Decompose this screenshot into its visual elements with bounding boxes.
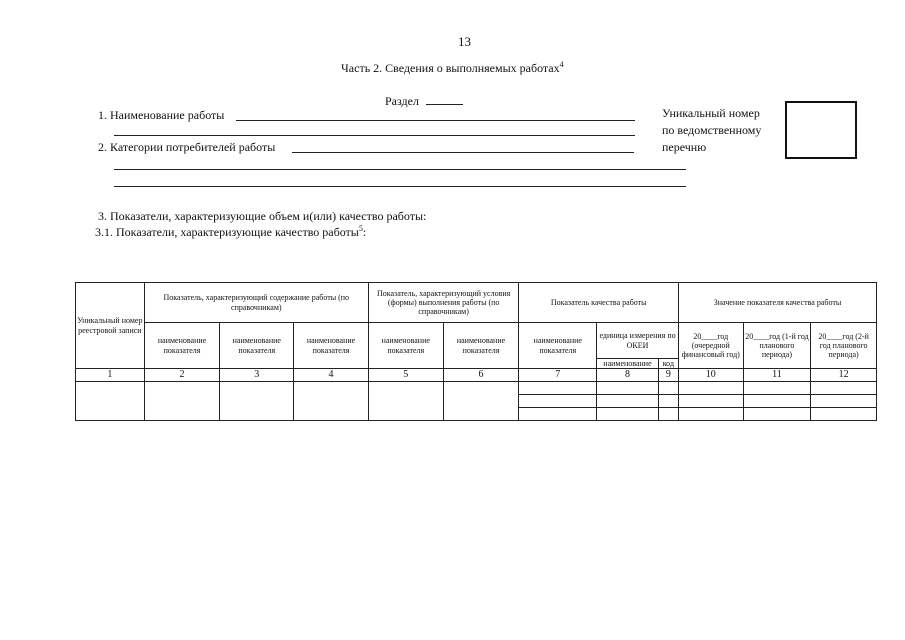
header-year-first-plan: 20____год (1-й год планового периода) (743, 323, 811, 369)
column-number-12: 12 (811, 369, 877, 382)
header-indicator-name-5: наименование показателя (443, 323, 519, 369)
table-cell (519, 394, 597, 407)
table-cell (597, 394, 659, 407)
header-indicator-name-1: наименование показателя (144, 323, 220, 369)
column-number-8: 8 (597, 369, 659, 382)
column-number-4: 4 (294, 369, 369, 382)
column-number-5: 5 (368, 369, 443, 382)
item-3-1-footnote: 5 (358, 224, 363, 233)
table-cell (743, 407, 811, 420)
table-cell (743, 394, 811, 407)
header-indicator-name-2: наименование показателя (220, 323, 294, 369)
header-quality-values: Значение показателя качества работы (678, 283, 876, 323)
column-number-6: 6 (443, 369, 519, 382)
item-3-1-colon: : (362, 225, 367, 239)
header-conditions-indicator: Показатель, характеризующий условия (формы) выполнения работы (по справочникам) (368, 283, 519, 323)
cell-content-3 (294, 381, 369, 420)
work-name-line-1 (236, 120, 635, 121)
header-indicator-name-6: наименование показателя (519, 323, 597, 369)
item-3-label: 3. Показатели, характеризующие объем и(или) качество работы: (98, 209, 427, 223)
column-number-11: 11 (743, 369, 811, 382)
part-title-footnote: 4 (559, 60, 564, 69)
table-cell (519, 407, 597, 420)
column-number-2: 2 (144, 369, 220, 382)
header-unit-name: наименование (597, 359, 659, 369)
header-content-indicator: Показатель, характеризующий содержание работы (по справочникам) (144, 283, 368, 323)
item-1-label: 1. Наименование работы (98, 108, 225, 122)
table-cell (811, 394, 877, 407)
column-number-7: 7 (519, 369, 597, 382)
table-cell (811, 407, 877, 420)
header-quality-indicator: Показатель качества работы (519, 283, 679, 323)
item-3-1-text: 3.1. Показатели, характеризующие качество работы (95, 225, 359, 239)
header-unit-code: код (658, 359, 678, 369)
unique-number-label-1: Уникальный номер (662, 106, 760, 120)
unique-number-label-3: перечню (662, 140, 707, 154)
cell-content-2 (220, 381, 294, 420)
cell-content-1 (144, 381, 220, 420)
quality-indicators-table (75, 282, 877, 421)
cell-condition-1 (368, 381, 443, 420)
table-cell (743, 381, 811, 394)
table-row (76, 381, 877, 394)
table-cell (678, 381, 743, 394)
header-unique-record-number: Уникальный номер реестровой записи (76, 283, 145, 369)
consumer-category-line-1 (292, 152, 634, 153)
table-cell (519, 381, 597, 394)
consumer-category-line-2 (114, 169, 686, 170)
header-unit-okei: единица измерения по ОКЕИ (597, 323, 679, 359)
unique-number-label-2: по ведомственному (662, 123, 762, 137)
table-cell (658, 394, 678, 407)
table-cell (678, 394, 743, 407)
header-year-current: 20____год (очередной финансовый год) (678, 323, 743, 369)
consumer-category-line-3 (114, 186, 686, 187)
column-number-9: 9 (658, 369, 678, 382)
section-label: Раздел (385, 94, 419, 108)
table-cell (811, 381, 877, 394)
column-number-1: 1 (76, 369, 145, 382)
column-number-3: 3 (220, 369, 294, 382)
header-indicator-name-4: наименование показателя (368, 323, 443, 369)
table-cell (658, 407, 678, 420)
item-3-1-label (95, 224, 366, 240)
cell-unique-record (76, 381, 145, 420)
cell-condition-2 (443, 381, 519, 420)
header-year-second-plan: 20____год (2-й год планового периода) (811, 323, 877, 369)
part-title-text: Часть 2. Сведения о выполняемых работах (341, 61, 560, 75)
column-number-10: 10 (678, 369, 743, 382)
header-indicator-name-3: наименование показателя (294, 323, 369, 369)
work-name-line-2 (114, 135, 635, 136)
table-cell (678, 407, 743, 420)
page-number: 13 (458, 34, 471, 49)
table-cell (658, 381, 678, 394)
table-cell (597, 381, 659, 394)
item-2-label: 2. Категории потребителей работы (98, 140, 276, 154)
unique-number-box (785, 101, 857, 159)
part-title (341, 60, 564, 76)
section-number-blank (426, 104, 463, 105)
table-cell (597, 407, 659, 420)
